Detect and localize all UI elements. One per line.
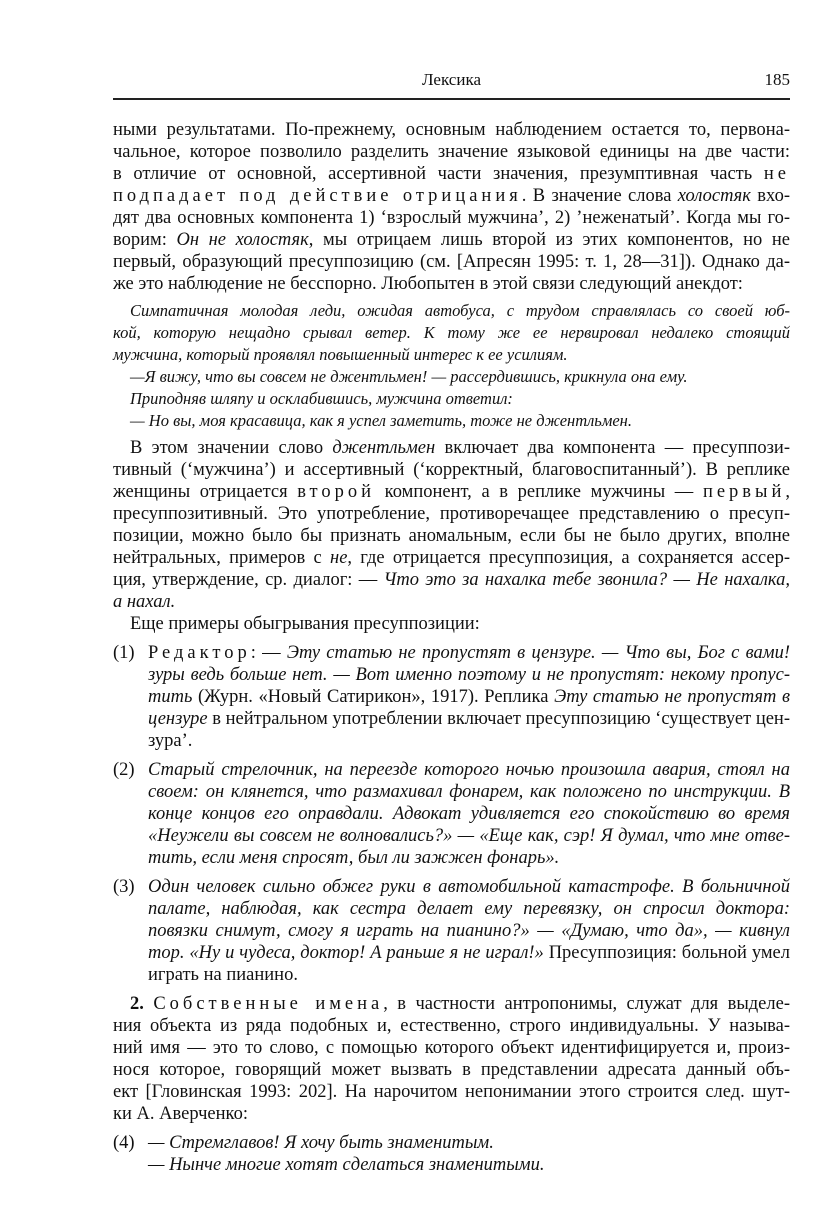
quote-line bbox=[113, 388, 790, 410]
line-content bbox=[148, 1154, 790, 1176]
line-content bbox=[113, 410, 790, 432]
text-segment: Пресуппозиция: больной умел bbox=[543, 943, 790, 963]
example-number: (4) bbox=[113, 1133, 135, 1153]
italic-text: Эту статью не пропустят в цензуре. — Что вы, Бог с вами! bbox=[286, 643, 790, 663]
line-content bbox=[148, 942, 790, 964]
text-segment: ными результатами. По-прежнему, основным наблюдением остается то, первона- bbox=[113, 120, 790, 140]
text-segment: В этом значении слово bbox=[130, 438, 333, 458]
text-line bbox=[113, 1015, 790, 1037]
text-line bbox=[113, 613, 790, 635]
example-line bbox=[113, 642, 790, 664]
example-line bbox=[113, 898, 790, 920]
italic-text: повязки снимут, смогу я играть на пианино?» — «Думаю, что да», — кивнул bbox=[148, 921, 790, 941]
line-content bbox=[113, 525, 790, 547]
line-content bbox=[113, 503, 790, 525]
quote-line bbox=[113, 322, 790, 344]
example-number: (3) bbox=[113, 877, 135, 897]
spaced-emphasis: Редактор bbox=[148, 643, 251, 663]
spaced-emphasis: Собственные имена bbox=[153, 994, 384, 1014]
text-segment: пресуппозитивный. Это употребление, противоречащее представлению о пресуп- bbox=[113, 504, 790, 524]
italic-text: — Нынче многие хотят сделаться знаменитыми. bbox=[148, 1155, 545, 1175]
line-content bbox=[113, 459, 790, 481]
text-segment: позиции, можно было бы признать аномальным, если бы не было других, вполне bbox=[113, 526, 790, 546]
italic-text: зуры ведь больше нет. — Вот именно поэтому и не пропустят: некому пропус- bbox=[148, 665, 790, 685]
example-line bbox=[113, 664, 790, 686]
italic-text: не bbox=[330, 548, 348, 568]
text-line bbox=[113, 993, 790, 1015]
text-segment: . В значение слова bbox=[521, 186, 678, 206]
quote-line bbox=[113, 344, 790, 366]
text-segment: ний имя — это то слово, с помощью которого объект идентифицируется и, произ- bbox=[113, 1038, 790, 1058]
text-line bbox=[113, 1103, 790, 1125]
line-content bbox=[148, 898, 790, 920]
text-segment: ки А. Аверченко: bbox=[113, 1104, 248, 1124]
line-content bbox=[148, 686, 790, 708]
text-segment: тивный (‘мужчина’) и ассертивный (‘корректный, благовоспитанный’). В реплике bbox=[113, 460, 790, 480]
text-segment bbox=[144, 994, 153, 1014]
line-content bbox=[113, 185, 790, 207]
italic-text: Эту статью не пропустят в bbox=[554, 687, 790, 707]
line-content bbox=[148, 759, 790, 781]
text-line bbox=[113, 481, 790, 503]
italic-text: —Я вижу, что вы совсем не джентльмен! — рассердившись, крикнула она ему. bbox=[130, 367, 688, 386]
text-line bbox=[113, 591, 790, 613]
text-line bbox=[113, 251, 790, 273]
italic-text: Старый стрелочник, на переезде которого ночью произошла авария, стоял на bbox=[148, 760, 790, 780]
example-line bbox=[113, 803, 790, 825]
running-header bbox=[113, 70, 790, 94]
italic-text: Один человек сильно обжег руки в автомобильной катастрофе. В больничной bbox=[148, 877, 790, 897]
italic-text: Он не холостяк bbox=[176, 230, 309, 250]
text-segment: (Журн. «Новый Сатирикон», 1917). Реплика bbox=[192, 687, 555, 707]
line-content bbox=[148, 730, 790, 752]
text-segment: в нейтральном употреблении включает пресуппозицию ‘существует цен- bbox=[207, 709, 790, 729]
text-segment: включает два компонента — пресуппози- bbox=[435, 438, 790, 458]
text-segment: дят два основных компонента 1) ‘взрослый мужчина’, 2) ’неженатый’. Когда мы го- bbox=[113, 208, 790, 228]
italic-text: тор. «Ну и чудеса, доктор! А раньше я не играл!» bbox=[148, 943, 544, 963]
line-content bbox=[148, 920, 790, 942]
text-segment: зура’. bbox=[148, 731, 193, 751]
text-line bbox=[113, 1081, 790, 1103]
example-line bbox=[113, 686, 790, 708]
italic-text: конце концов его оправдали. Адвокат удивляется его спокойствию во время bbox=[148, 804, 790, 824]
line-content bbox=[113, 207, 790, 229]
text-segment: ект [Гловинская 1993: 202]. На нарочитом непонимании этого строится след. шут- bbox=[113, 1082, 790, 1102]
running-title: Лексика bbox=[422, 70, 481, 89]
spaced-emphasis: не bbox=[763, 164, 790, 184]
section-number: 2. bbox=[130, 994, 144, 1014]
line-content bbox=[148, 642, 790, 664]
line-content bbox=[113, 388, 790, 410]
text-line bbox=[113, 141, 790, 163]
line-content bbox=[113, 1081, 790, 1103]
text-line bbox=[113, 273, 790, 295]
line-content bbox=[113, 300, 790, 322]
text-segment: женщины отрицается bbox=[113, 482, 298, 502]
italic-text: мужчина, который проявлял повышенный интерес к ее усилиям. bbox=[113, 345, 568, 364]
line-content bbox=[113, 613, 790, 635]
line-content bbox=[113, 322, 790, 344]
italic-text: тить bbox=[148, 687, 193, 707]
italic-text: Что это за нахалка тебе звонила? — Не нахалка, bbox=[383, 570, 790, 590]
text-segment: ния объекта из ряда подобных и, естественно, строго индивидуальны. У называ- bbox=[113, 1016, 790, 1036]
line-content bbox=[148, 781, 790, 803]
spaced-emphasis: подпадает под действие отрицания bbox=[113, 186, 522, 206]
text-segment: , bbox=[785, 482, 790, 502]
example-line bbox=[113, 847, 790, 869]
line-content bbox=[113, 251, 790, 273]
italic-text: джентльмен bbox=[332, 438, 436, 458]
example-line bbox=[113, 964, 790, 986]
line-content bbox=[148, 825, 790, 847]
text-line bbox=[113, 569, 790, 591]
example-number: (2) bbox=[113, 760, 135, 780]
text-segment: компонент, а в реплике мужчины — bbox=[375, 482, 703, 502]
italic-text: кой, которую нещадно срывал ветер. К тому же ее нервировал недалеко стоящий bbox=[113, 323, 790, 342]
italic-text: «Неужели вы совсем не волновались?» — «Еще как, сэр! Я думал, что мне отве- bbox=[148, 826, 790, 846]
line-content bbox=[113, 273, 790, 295]
example-line bbox=[113, 1132, 790, 1154]
text-line bbox=[113, 503, 790, 525]
text-line bbox=[113, 437, 790, 459]
text-segment: ция, утверждение, ср. диалог: — bbox=[113, 570, 384, 590]
example-line bbox=[113, 876, 790, 898]
text-line bbox=[113, 163, 790, 185]
example-line bbox=[113, 942, 790, 964]
italic-text: цензуре bbox=[148, 709, 208, 729]
italic-text: а нахал. bbox=[113, 592, 176, 612]
text-segment: нейтральных, примеров с bbox=[113, 548, 331, 568]
text-line bbox=[113, 1037, 790, 1059]
line-content bbox=[113, 119, 790, 141]
quote-line bbox=[113, 300, 790, 322]
line-content bbox=[113, 481, 790, 503]
text-segment: первый, образующий пресуппозицию (см. [Апресян 1995: т. 1, 28—31]). Однако да- bbox=[113, 252, 790, 272]
text-segment: , где отрицается пресуппозиция, а сохраняется ассер- bbox=[347, 548, 790, 568]
line-content bbox=[113, 141, 790, 163]
example-line bbox=[113, 1154, 790, 1176]
italic-text: холостяк bbox=[677, 186, 751, 206]
text-segment: : — bbox=[250, 643, 287, 663]
page-number: 185 bbox=[764, 70, 790, 89]
example-line bbox=[113, 825, 790, 847]
example-line bbox=[113, 781, 790, 803]
quote-line bbox=[113, 410, 790, 432]
line-content bbox=[148, 847, 790, 869]
line-content bbox=[113, 1059, 790, 1081]
italic-text: тить, если меня спросят, был ли зажжен фонарь». bbox=[148, 848, 560, 868]
text-segment: играть на пианино. bbox=[148, 965, 298, 985]
quote-line bbox=[113, 366, 790, 388]
text-segment: же это наблюдение не бесспорно. Любопытен в этой связи следующий анекдот: bbox=[113, 274, 743, 294]
text-segment: нося которое, говорящий может вызвать в представлении адресата данный объ- bbox=[113, 1060, 790, 1080]
line-content bbox=[113, 163, 790, 185]
text-line bbox=[113, 525, 790, 547]
line-content bbox=[113, 344, 790, 366]
example-line bbox=[113, 920, 790, 942]
line-content bbox=[113, 1037, 790, 1059]
header-rule bbox=[113, 98, 790, 100]
text-segment: чальное, которое позволило разделить значение языковой единицы на две части: bbox=[113, 142, 790, 162]
line-content bbox=[113, 1015, 790, 1037]
text-line bbox=[113, 547, 790, 569]
text-segment: вхо- bbox=[750, 186, 790, 206]
italic-text: Симпатичная молодая леди, ожидая автобуса, с трудом справлялась со своей юб- bbox=[130, 301, 790, 320]
text-line bbox=[113, 119, 790, 141]
spaced-emphasis: второй bbox=[297, 482, 376, 502]
italic-text: — Но вы, моя красавица, как я успел заметить, тоже не джентльмен. bbox=[130, 411, 632, 430]
page-body bbox=[113, 119, 790, 1176]
line-content bbox=[148, 964, 790, 986]
line-content bbox=[113, 591, 790, 613]
italic-text: — Стремглавов! Я хочу быть знаменитым. bbox=[148, 1133, 494, 1153]
spaced-emphasis: первый bbox=[702, 482, 786, 502]
text-segment: Еще примеры обыгрывания пресуппозиции: bbox=[130, 614, 480, 634]
line-content bbox=[113, 366, 790, 388]
text-segment: в отличие от основной, ассертивной части значения, презумптивная часть bbox=[113, 164, 764, 184]
example-number: (1) bbox=[113, 643, 135, 663]
text-line bbox=[113, 1059, 790, 1081]
italic-text: Приподняв шляпу и осклабившись, мужчина ответил: bbox=[130, 389, 513, 408]
line-content bbox=[113, 547, 790, 569]
example-line bbox=[113, 759, 790, 781]
line-content bbox=[148, 803, 790, 825]
example-line bbox=[113, 730, 790, 752]
text-segment: ворим: bbox=[113, 230, 177, 250]
text-segment: , в частности антропонимы, служат для выделе- bbox=[383, 994, 790, 1014]
italic-text: своем: он клянется, что размахивал фонарем, как положено по инструкции. В bbox=[148, 782, 790, 802]
text-line bbox=[113, 207, 790, 229]
text-line bbox=[113, 459, 790, 481]
text-line bbox=[113, 229, 790, 251]
example-line bbox=[113, 708, 790, 730]
italic-text: палате, наблюдая, как сестра делает ему перевязку, он спросил доктора: bbox=[148, 899, 790, 919]
line-content bbox=[148, 876, 790, 898]
line-content bbox=[113, 993, 790, 1015]
line-content bbox=[148, 1132, 790, 1154]
line-content bbox=[148, 708, 790, 730]
line-content bbox=[113, 229, 790, 251]
line-content bbox=[113, 1103, 790, 1125]
line-content bbox=[113, 437, 790, 459]
text-line bbox=[113, 185, 790, 207]
line-content bbox=[148, 664, 790, 686]
line-content bbox=[113, 569, 790, 591]
text-segment: , мы отрицаем лишь второй из этих компонентов, но не bbox=[308, 230, 790, 250]
